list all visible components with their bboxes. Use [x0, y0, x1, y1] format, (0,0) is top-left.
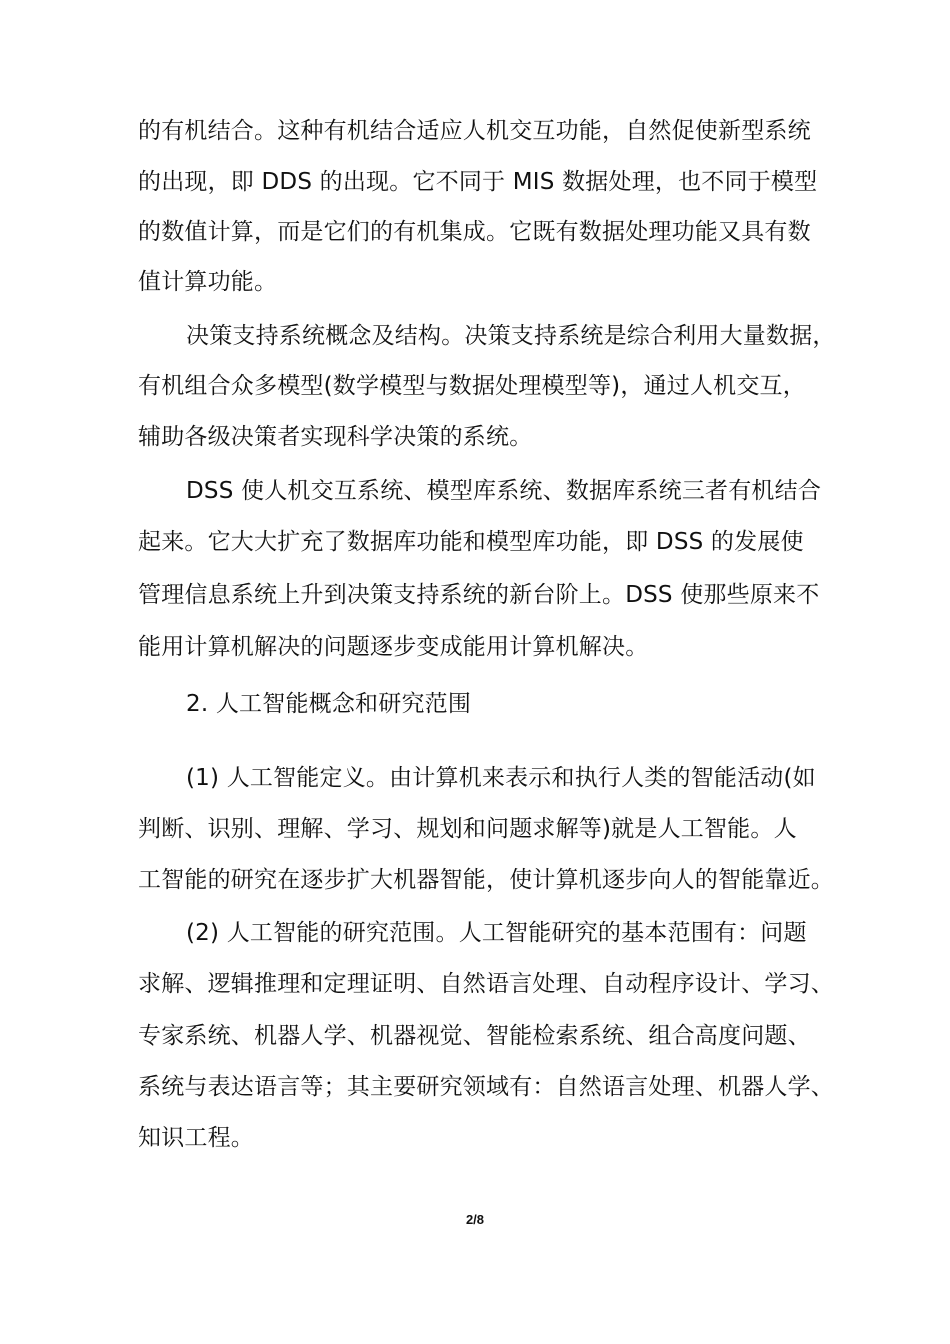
text-line: 起来。它大大扩充了数据库功能和模型库功能，即 DSS 的发展使 [138, 529, 804, 555]
text-line: 决策支持系统概念及结构。决策支持系统是综合利用大量数据， [186, 323, 836, 349]
page-number: 2/8 [465, 1212, 485, 1227]
text-line: 专家系统、机器人学、机器视觉、智能检索系统、组合高度问题、 [138, 1023, 811, 1049]
heading-line: 2. 人工智能概念和研究范围 [186, 691, 472, 717]
text-line: DSS 使人机交互系统、模型库系统、数据库系统三者有机结合 [186, 478, 822, 504]
text-line: 的有机结合。这种有机结合适应人机交互功能，自然促使新型系统 [138, 118, 811, 144]
text-line: 能用计算机解决的问题逐步变成能用计算机解决。 [138, 634, 649, 660]
text-line: 求解、逻辑推理和定理证明、自然语言处理、自动程序设计、学习、 [138, 971, 834, 997]
text-line: 辅助各级决策者实现科学决策的系统。 [138, 424, 533, 450]
text-line: 知识工程。 [138, 1125, 254, 1151]
text-line: 的出现，即 DDS 的出现。它不同于 MIS 数据处理，也不同于模型 [138, 169, 818, 195]
text-line: 有机组合众多模型(数学模型与数据处理模型等)，通过人机交互， [138, 373, 806, 399]
text-line: (2) 人工智能的研究范围。人工智能研究的基本范围有：问题 [186, 920, 807, 946]
text-line: 系统与表达语言等；其主要研究领域有：自然语言处理、机器人学、 [138, 1074, 834, 1100]
text-line: 判断、识别、理解、学习、规划和问题求解等)就是人工智能。人 [138, 816, 797, 842]
text-line: 值计算功能。 [138, 269, 278, 295]
text-line: 工智能的研究在逐步扩大机器智能，使计算机逐步向人的智能靠近。 [138, 867, 834, 893]
text-line: 管理信息系统上升到决策支持系统的新台阶上。DSS 使那些原来不 [138, 582, 820, 608]
text-line: (1) 人工智能定义。由计算机来表示和执行人类的智能活动(如 [186, 765, 816, 791]
text-line: 的数值计算，而是它们的有机集成。它既有数据处理功能又具有数 [138, 219, 811, 245]
